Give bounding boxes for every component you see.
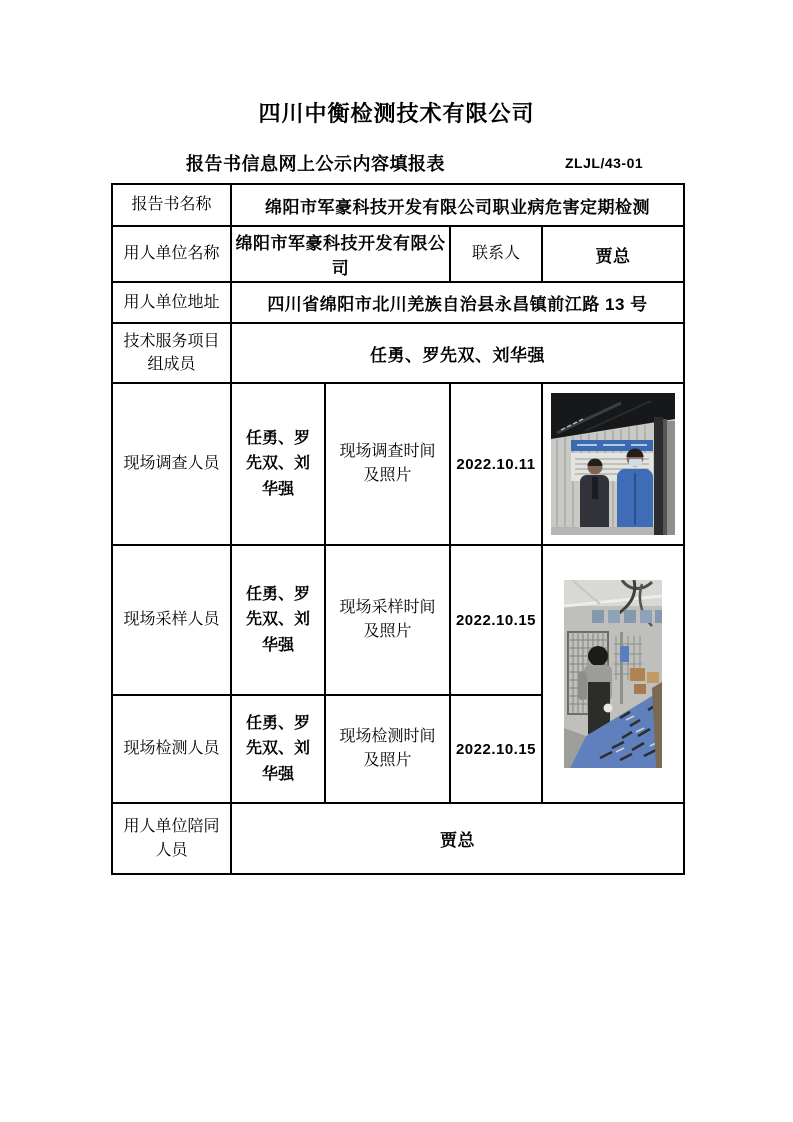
survey-staff-label: 现场调查人员 bbox=[112, 383, 231, 545]
form-title-row bbox=[0, 150, 793, 180]
survey-time-label: 现场调查时间及照片 bbox=[325, 383, 450, 545]
testing-staff-label: 现场检测人员 bbox=[112, 695, 231, 803]
sampling-testing-photo-cell bbox=[542, 545, 684, 803]
employer-name-value: 绵阳市军豪科技开发有限公司 bbox=[231, 226, 450, 282]
site-survey-photo bbox=[551, 393, 675, 535]
survey-staff-names: 任勇、罗先双、刘华强 bbox=[231, 383, 325, 545]
project-team-value: 任勇、罗先双、刘华强 bbox=[231, 323, 684, 383]
row-site-survey bbox=[112, 383, 684, 545]
row-employer-name bbox=[112, 226, 684, 282]
sampling-time-label: 现场采样时间及照片 bbox=[325, 545, 450, 695]
contact-value: 贾总 bbox=[542, 226, 684, 282]
report-info-table bbox=[111, 183, 685, 875]
report-name-label: 报告书名称 bbox=[112, 184, 231, 226]
form-code: ZLJL/43-01 bbox=[565, 155, 644, 171]
sampling-staff-names: 任勇、罗先双、刘华强 bbox=[231, 545, 325, 695]
contact-label: 联系人 bbox=[450, 226, 542, 282]
photo-steel-columns bbox=[654, 417, 675, 535]
testing-time-label: 现场检测时间及照片 bbox=[325, 695, 450, 803]
sampling-staff-label: 现场采样人员 bbox=[112, 545, 231, 695]
company-title: 四川中衡检测技术有限公司 bbox=[258, 101, 535, 126]
testing-date: 2022.10.15 bbox=[450, 695, 542, 803]
survey-photo-cell bbox=[542, 383, 684, 545]
row-site-sampling bbox=[112, 545, 684, 695]
accompanying-value: 贾总 bbox=[231, 803, 684, 874]
survey-date: 2022.10.11 bbox=[450, 383, 542, 545]
employer-address-label: 用人单位地址 bbox=[112, 282, 231, 323]
sampling-and-testing-site-photo bbox=[564, 580, 662, 768]
row-project-team bbox=[112, 323, 684, 383]
employer-address-value: 四川省绵阳市北川羌族自治县永昌镇前江路 13 号 bbox=[231, 282, 684, 323]
report-name-value: 绵阳市军豪科技开发有限公司职业病危害定期检测 bbox=[231, 184, 684, 226]
photo-floor bbox=[551, 527, 654, 535]
row-employer-address bbox=[112, 282, 684, 323]
form-title: 报告书信息网上公示内容填报表 bbox=[186, 154, 445, 174]
project-team-label: 技术服务项目组成员 bbox=[112, 323, 231, 383]
employer-name-label: 用人单位名称 bbox=[112, 226, 231, 282]
sampling-date: 2022.10.15 bbox=[450, 545, 542, 695]
photo-wall-posters bbox=[592, 610, 662, 623]
testing-staff-names: 任勇、罗先双、刘华强 bbox=[231, 695, 325, 803]
row-accompanying bbox=[112, 803, 684, 874]
accompanying-label: 用人单位陪同人员 bbox=[112, 803, 231, 874]
row-report-name bbox=[112, 184, 684, 226]
